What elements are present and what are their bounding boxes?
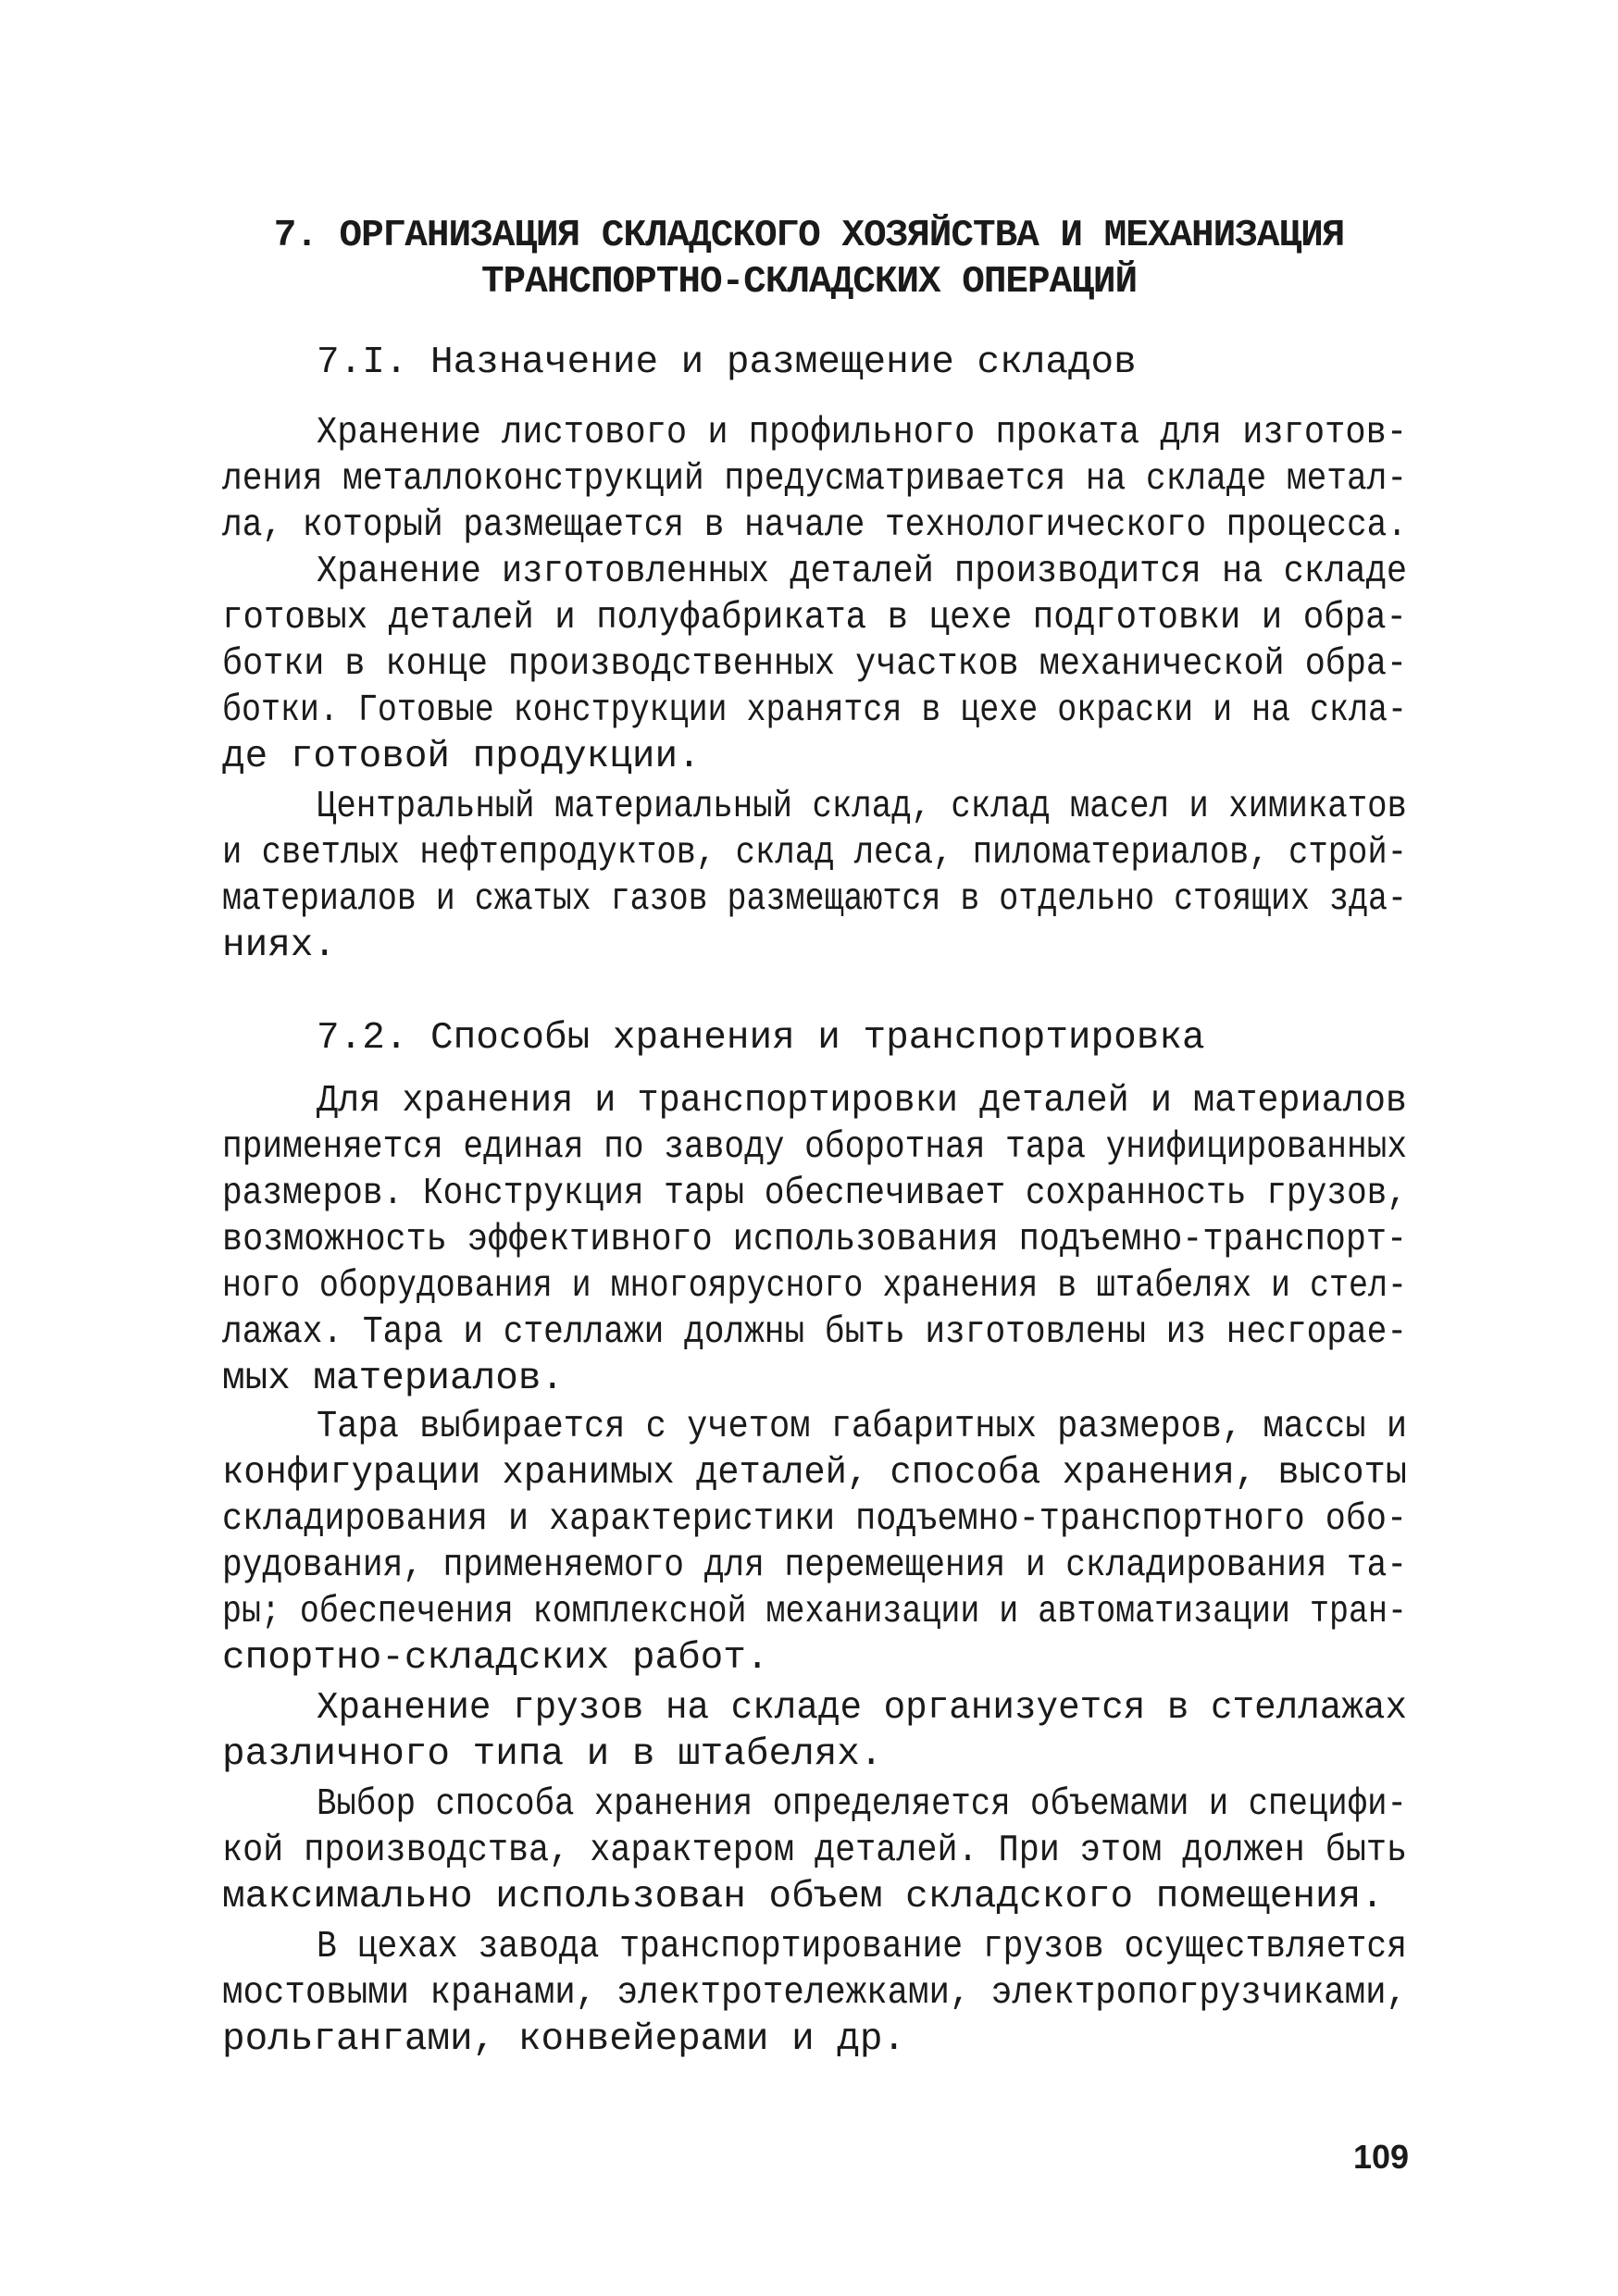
section-1-line: де готовой продукции.: [222, 736, 701, 778]
section-2-line: Хранение грузов на складе организуется в стеллажах: [317, 1687, 1408, 1730]
chapter-title-line-1: 7. ОРГАНИЗАЦИЯ СКЛАДСКОГО ХОЗЯЙСТВА И МЕХАНИЗАЦИЯ: [273, 215, 1345, 257]
section-2-line: рудования, применяемого для перемещения и складирования та-: [222, 1545, 1408, 1587]
section-2-line: ры; обеспечения комплексной механизации и автоматизации тран-: [222, 1591, 1407, 1633]
section-2-line: спортно-складских работ.: [222, 1637, 769, 1680]
section-1-line: ниях.: [222, 925, 337, 967]
section-1-line: Хранение изготовленных деталей производится на складе: [317, 551, 1408, 593]
section-2-line: мостовыми кранами, электротележками, электропогрузчиками,: [222, 1972, 1408, 2015]
section-1-line: материалов и сжатых газов размещаются в отдельно стоящих зда-: [222, 878, 1407, 921]
section-2-line: кой производства, характером деталей. При этом должен быть: [222, 1830, 1408, 1872]
section-1-line: Хранение листового и профильного проката для изготов-: [317, 412, 1408, 454]
section-1-heading: 7.I. Назначение и размещение складов: [317, 341, 1137, 384]
section-2-line: применяется единая по заводу оборотная тара унифицированных: [222, 1126, 1408, 1169]
section-2-line: лажах. Тара и стеллажи должны быть изготовлены из несгорае-: [222, 1311, 1408, 1354]
section-1-line: ботки. Готовые конструкции хранятся в цехе окраски и на скла-: [222, 689, 1407, 732]
section-1-line: готовых деталей и полуфабриката в цехе подготовки и обра-: [222, 597, 1408, 639]
section-2-line: Выбор способа хранения определяется объемами и специфи-: [317, 1783, 1407, 1826]
section-2-line: размеров. Конструкция тары обеспечивает сохранность грузов,: [222, 1173, 1408, 1215]
section-1-line: Центральный материальный склад, склад масел и химикатов: [317, 786, 1407, 828]
section-2-line: возможность эффективного использования подъемно-транспорт-: [222, 1219, 1408, 1261]
section-2-line: складирования и характеристики подъемно-транспортного обо-: [222, 1498, 1408, 1541]
section-2-line: различного типа и в штабелях.: [222, 1733, 883, 1776]
section-2-line: конфигурации хранимых деталей, способа хранения, высоты: [222, 1452, 1408, 1495]
section-1-line: ления металлоконструкций предусматривается на складе метал-: [222, 458, 1408, 501]
chapter-title-line-2: ТРАНСПОРТНО-СКЛАДСКИХ ОПЕРАЦИЙ: [480, 261, 1138, 304]
section-2-line: мых материалов.: [222, 1358, 565, 1400]
section-2-line: рольгангами, конвейерами и др.: [222, 2018, 906, 2061]
section-2-line: Для хранения и транспортировки деталей и материалов: [317, 1080, 1408, 1123]
section-2-line: ного оборудования и многоярусного хранения в штабелях и стел-: [222, 1265, 1407, 1308]
section-2-line: максимально использован объем складского помещения.: [222, 1876, 1384, 1918]
section-1-line: ла, который размещается в начале технологического процесса.: [222, 504, 1408, 547]
section-1-line: и светлых нефтепродуктов, склад леса, пиломатериалов, строй-: [222, 832, 1408, 875]
section-2-line: Тара выбирается с учетом габаритных размеров, массы и: [317, 1406, 1408, 1448]
section-2-heading: 7.2. Способы хранения и транспортировка: [317, 1017, 1205, 1060]
section-2-line: В цехах завода транспортирование грузов осуществляется: [317, 1926, 1407, 1968]
section-1-line: ботки в конце производственных участков механической обра-: [222, 643, 1408, 686]
page-number: 109: [1353, 2138, 1410, 2176]
